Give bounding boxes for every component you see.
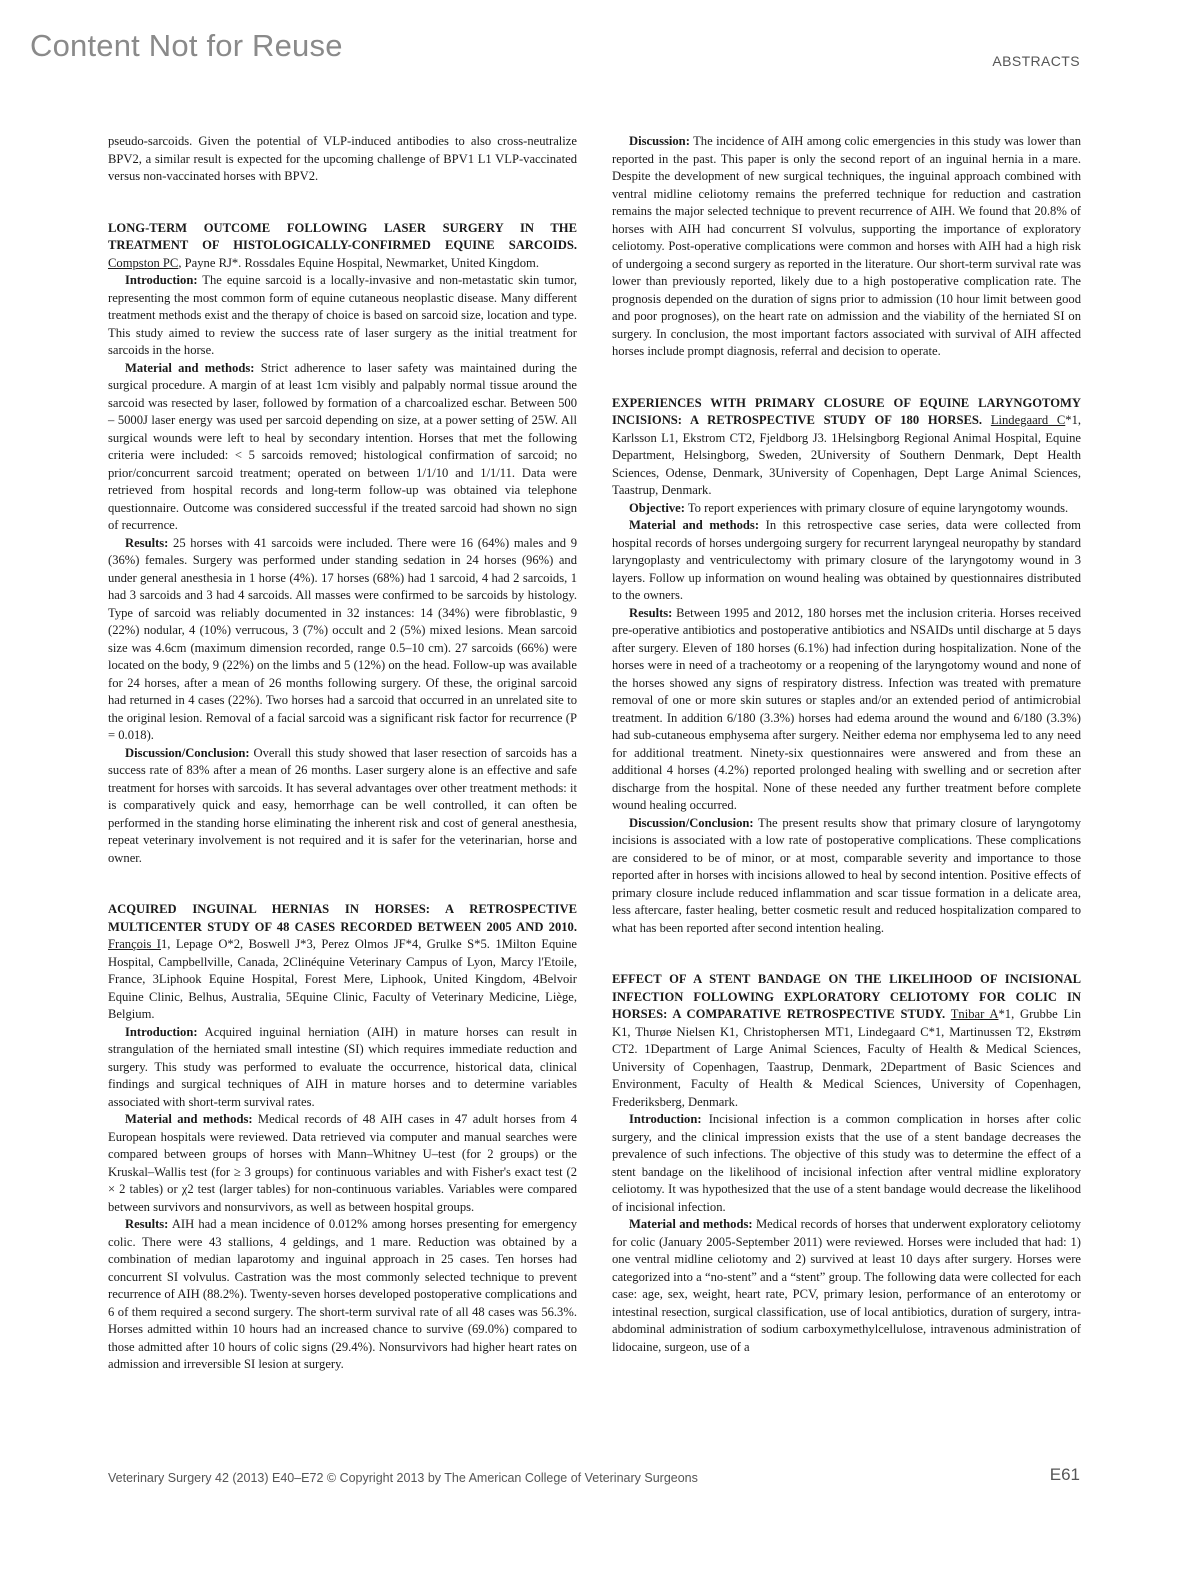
methods-paragraph (612, 517, 1081, 605)
abstract-header (612, 971, 1081, 1111)
author-list: *1, Karlsson L1, Ekstrom CT2, Fjeldborg J3. 1Helsingborg Regional Animal Hospital, Equine Department, Helsingborg, Sweden, 2University of Southern Denmark, Dept Health Sciences, Odense, Denmark, 3University of Copenhagen, Dept Large Animal Sciences, Taastrup, Denmark. (612, 413, 1082, 497)
section-text: In this retrospective case series, data were collected from hospital records of horses undergoing surgery for recurrent laryngeal neuropathy by standard laryngoplasty and ventriculectomy with primary closure of the laryngotomy wound in 3 layers. Follow up information on wound healing was obtained by questionnaires distributed to the owners. (612, 518, 1081, 602)
abstract-laryngotomy-closure (612, 395, 1081, 938)
abstract-title: ACQUIRED INGUINAL HERNIAS IN HORSES: A RETROSPECTIVE MULTICENTER STUDY OF 48 CASES RECORDED BETWEEN 2005 AND 2010. (108, 902, 577, 934)
section-text: Acquired inguinal herniation (AIH) in mature horses can result in strangulation of the herniated small intestine (SI) which requires immediate reduction and surgery. This study was performed to evaluate the occurrence, historical data, clinical findings and surgical techniques of AIH in mature horses and to determine variables associated with short-term survival rates. (108, 1024, 577, 1109)
section-label: Material and methods: (125, 1112, 253, 1126)
section-label: Discussion: (629, 134, 690, 148)
methods-paragraph (612, 1216, 1081, 1356)
section-text: Medical records of 48 AIH cases in 47 adult horses from 4 European hospitals were reviewed. Data retrieved via computer and manual searches were compared between groups of horses with Mann–Whitney U–test (for 2 groups) or the Kruskal–Wallis test (for ≥ 3 groups) for continuous variables and with Fisher's exact test (2 × 2 tables) or χ2 test (larger tables) for non-continuous variables. Variables were compared between survivors and nonsurvivors, as well as between hospital groups. (108, 1112, 577, 1214)
section-text: To report experiences with primary closure of equine laryngotomy wounds. (684, 500, 1069, 515)
watermark: Content Not for Reuse (30, 28, 343, 63)
discussion-paragraph (612, 133, 1081, 361)
author-list: , Payne RJ*. Rossdales Equine Hospital, Newmarket, United Kingdom. (178, 255, 539, 270)
right-column (612, 133, 1081, 1356)
section-label: Results: (125, 535, 169, 550)
results-paragraph (108, 535, 577, 745)
results-paragraph (612, 605, 1081, 815)
abstract-title: EXPERIENCES WITH PRIMARY CLOSURE OF EQUINE LARYNGOTOMY INCISIONS: A RETROSPECTIVE STUDY OF 180 HORSES. (612, 395, 1081, 427)
section-label: Material and methods: (629, 1217, 753, 1231)
continuation-text: pseudo-sarcoids. Given the potential of VLP-induced antibodies to also cross-neutralize BPV2, a similar result is expected for the upcoming challenge of BPV1 L1 VLP-vaccinated versus non-vaccinated horses with BPV2. (108, 134, 577, 183)
methods-paragraph (108, 1111, 577, 1216)
section-text: AIH had a mean incidence of 0.012% among horses presenting for emergency colic. There were 43 stallions, 4 geldings, and 1 mare. Reduction was obtained by a combination of median laparotomy and inguinal approach in 25 cases. Ten horses had concurrent SI volvulus. Castration was the most commonly selected technique to prevent recurrence of AIH (88.2%). Twenty-seven horses developed postoperative complications and 6 of them required a second surgery. The short-term survival rate of all 48 cases was 56.3%. Horses admitted within 10 hours had an increased chance to survive (69.0%) compared to those admitted after 10 hours of colic signs (29.4%). Nonsurvivors had higher heart rates on admission and irreversible SI lesion at surgery. (108, 1217, 577, 1371)
introduction-paragraph (108, 272, 577, 360)
left-column (108, 133, 577, 1374)
abstract-title: EFFECT OF A STENT BANDAGE ON THE LIKELIHOOD OF INCISIONAL INFECTION FOLLOWING EXPLORATORY CELIOTOMY FOR COLIC IN HORSES: A COMPARATIVE RETROSPECTIVE STUDY. (612, 972, 1081, 1021)
section-label: Discussion/Conclusion: (629, 815, 754, 830)
section-text: The incidence of AIH among colic emergencies in this study was lower than reported in the past. This paper is only the second report of an inguinal hernia in a mare. Despite the development of new surgical techniques, the inguinal approach combined with ventral midline celiotomy remains the preferred technique for reduction and castration remains the major selected technique to prevent recurrence of AIH. We found that 20.8% of horses with AIH had concurrent SI volvulus, supporting the importance of exploratory celiotomy. Post-operative complications were common and horses with AIH had a high risk of undergoing a second surgery as reported in the literature. Our short-term survival rate was lower than previously reported, likely due to a high postoperative complication rate. The prognosis depended on the duration of signs prior to admission (10 hour limit between good and poor prognoses), on the heart rate on admission and the viability of the herniated SI on surgery. In conclusion, the most important factors associated with survival of AIH affected horses include prompt diagnosis, referral and decision to operate. (612, 134, 1081, 358)
footer-citation: Veterinary Surgery 42 (2013) E40–E72 © Copyright 2013 by The American College of Veterinary Surgeons (108, 1471, 698, 1485)
presenting-author: Lindegaard C (990, 413, 1066, 427)
abstract-inguinal-hernias (108, 901, 577, 1374)
abstract-title: LONG-TERM OUTCOME FOLLOWING LASER SURGERY IN THE TREATMENT OF HISTOLOGICALLY-CONFIRMED EQUINE SARCOIDS. (108, 220, 577, 252)
section-text: The equine sarcoid is a locally-invasive and non-metastatic skin tumor, representing the most common form of equine cutaneous neoplastic disease. Many different treatment methods exist and the therapy of choice is based on sarcoid size, location and type. This study aimed to review the success rate of laser surgery as the initial treatment for sarcoids in the horse. (108, 273, 577, 357)
presenting-author: Compston PC (108, 255, 179, 270)
section-label: Material and methods: (125, 360, 255, 375)
continuation-block (612, 133, 1081, 361)
presenting-author: François I (108, 937, 161, 951)
methods-paragraph (108, 360, 577, 535)
results-paragraph (108, 1216, 577, 1374)
objective-paragraph (612, 500, 1081, 518)
introduction-paragraph (108, 1024, 577, 1112)
discussion-paragraph (612, 815, 1081, 938)
section-label: Introduction: (125, 273, 198, 287)
continuation-block (108, 133, 577, 186)
section-text: Overall this study showed that laser resection of sarcoids has a success rate of 83% after a mean of 26 months. Laser surgery alone is an effective and safe treatment for horses with sarcoids. It has several advantages over other treatment methods: it is comparatively quick and easy, hemorrhage can be well controlled, it can often be performed in the standing horse eliminating the inherent risk and cost of general anesthesia, repeat veterinary involvement is not required and it is safer for the veterinarian, horse and owner. (108, 745, 577, 865)
abstract-header (108, 901, 577, 1024)
section-label: Introduction: (629, 1112, 702, 1126)
abstract-stent-bandage (612, 971, 1081, 1356)
author-list: 1, Lepage O*2, Boswell J*3, Perez Olmos JF*4, Grulke S*5. 1Milton Equine Hospital, Campbellville, Canada, 2Clinéquine Veterinary Campus of Lyon, Marcy l'Etoile, France, 3Liphook Equine Hospital, Forest Mere, Liphook, United Kingdom, 4Belvoir Equine Clinic, Belhus, Australia, 5Equine Clinic, Faculty of Veterinary Medicine, Liège, Belgium. (108, 937, 577, 1021)
author-list: *1, Grubbe Lin K1, Thurøe Nielsen K1, Christophersen MT1, Lindegaard C*1, Martinussen T2, Ekstrøm CT2. 1Department of Large Animal Sciences, Faculty of Health & Medical Sciences, University of Copenhagen, Taastrup, Denmark, 2Department of Basic Sciences and Environment, Faculty of Health & Medical Sciences, University of Copenhagen, Frederiksberg, Denmark. (612, 1007, 1081, 1109)
section-text: Medical records of horses that underwent exploratory celiotomy for colic (January 2005-September 2011) were reviewed. Horses were included that had: 1) one ventral midline celiotomy and 2) survived at least 10 days after surgery. Horses were categorized into a “no-stent” and a “stent” group. The following data were collected for each case: age, sex, weight, heart rate, PCV, primary lesion, performance of an enterotomy or intestinal resection, surgical classification, use of local antibiotics, duration of surgery, intra-abdominal administration of sodium carboxymethylcellulose, intravenous administration of lidocaine, surgeon, use of a (612, 1217, 1081, 1354)
section-text: Incisional infection is a common complication in horses after colic surgery, and the clinical impression exists that the use of a stent bandage decreases the prevalence of such infections. The objective of this study was to determine the effect of a stent bandage on the likelihood of incisional infection after ventral midline exploratory celiotomy. It was hypothesized that the use of a stent bandage would decrease the likelihood of incisional infection. (612, 1112, 1081, 1214)
introduction-paragraph (612, 1111, 1081, 1216)
page-number: E61 (1049, 1465, 1080, 1484)
section-text: Strict adherence to laser safety was maintained during the surgical procedure. A margin of at least 1cm visibly and palpably normal tissue around the sarcoid was resected by laser, followed by formation of a charcoalized eschar. Between 500 – 5000J laser energy was used per sarcoid depending on size, at a power setting of 25W. All surgical wounds were left to heal by secondary intention. Horses that met the following criteria were included: < 5 sarcoids removed; histological confirmation of sarcoid; no prior/concurrent sarcoid treatment; operated on between 1/1/10 and 1/1/11. Data were retrieved from hospital records and long-term follow-up was obtained via telephone questionnaire. Outcome was considered successful if the treated sarcoid had shown no sign of recurrence. (108, 360, 577, 532)
section-label: Discussion/Conclusion: (125, 745, 250, 760)
section-text: Between 1995 and 2012, 180 horses met the inclusion criteria. Horses received pre-operative antibiotics and postoperative antibiotics and NSAIDs until discharge at 5 days after surgery. Eleven of 180 horses (6.1%) had infection during hospitalization. None of the horses were in need of a tracheotomy or a reopening of the laryngotomy wound and none of the horses showed any signs of respiratory distress. Infection was treated with premature removal of one or more skin sutures or staples and/or an extended period of antimicrobial treatment. In addition 6/180 (3.3%) horses had edema around the wound and 6/180 (3.3%) had sub-cutaneous emphysema after surgery. Neither edema nor emphysema led to any need for additional treatment. Ninety-six questionnaires were answered and from these an additional 4 horses (4.2%) reported prolonged healing with swelling and or secretion after discharge from the hospital. None of these needed any further treatment before complete wound healing occurred. (612, 605, 1081, 812)
section-text: 25 horses with 41 sarcoids were included. There were 16 (64%) males and 9 (36%) females. Surgery was performed under standing sedation in 24 horses (96%) and under general anesthesia in 1 horse (4%). 17 horses (68%) had 1 sarcoid, 4 had 2 sarcoids, 1 had 3 sarcoids and 3 had 4 sarcoids. All masses were confirmed to be sarcoids by histology. Type of sarcoid was reliably documented in 32 instances: 14 (34%) were fibroblastic, 9 (22%) nodular, 4 (10%) verrucous, 3 (7%) occult and 2 (5%) mixed lesions. Mean sarcoid size was 4.6cm (maximum dimension recorded, range 0.5–10 cm). 27 sarcoids (66%) were located on the body, 9 (22%) on the limbs and 5 (12%) on the head. Follow-up was available for 24 horses, after a mean of 26 months following surgery. Of these, the original sarcoid had returned in 4 cases (22%). Two horses had a sarcoid that occurred in an unrelated site to the original lesion. Removal of a facial sarcoid was a significant risk factor for recurrence (P = 0.018). (108, 535, 577, 742)
section-label: Objective: (629, 500, 685, 515)
running-head: ABSTRACTS (992, 53, 1080, 69)
presenting-author: Tnibar A (950, 1007, 999, 1021)
section-label: Introduction: (125, 1024, 198, 1039)
section-label: Results: (629, 605, 673, 620)
abstract-laser-sarcoids (108, 220, 577, 868)
abstract-header (108, 220, 577, 273)
section-label: Results: (125, 1217, 169, 1231)
section-label: Material and methods: (629, 518, 760, 532)
discussion-paragraph (108, 745, 577, 868)
abstract-header (612, 395, 1081, 500)
section-text: The present results show that primary closure of laryngotomy incisions is associated with a low rate of postoperative complications. These complications are considered to be of minor, or at most, comparable severity and importance to those reported after in horses with incisions allowed to heal by second intention. Positive effects of primary closure include reduced inflammation and scar tissue formation in a delicate area, less aftercare, faster healing, better cosmetic result and reduced hospitalization compared to what has been reported after second intention healing. (612, 815, 1081, 935)
